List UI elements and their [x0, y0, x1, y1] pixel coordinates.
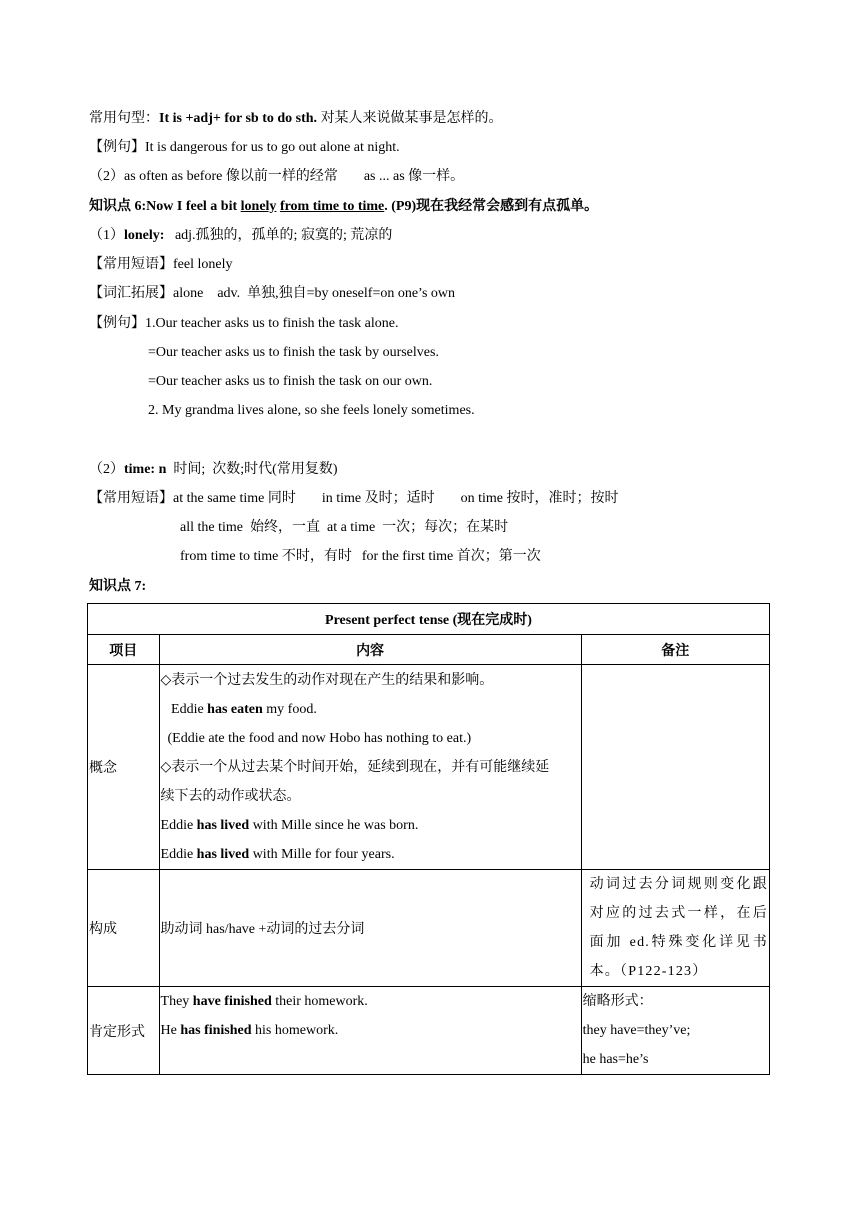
row-label: 概念	[88, 665, 160, 870]
concept-content: ◇表示一个过去发生的动作对现在产生的结果和影响。 Eddie has eaten my food. (Eddie ate the food and now Hobo has nothing to eat.) ◇表示一个从过去某个时间开始，延续到现在，并有可能继续延 续下去的动作或状态。 Eddie has lived with Mille since he was born. Eddie has lived with Mille for four years.	[159, 665, 581, 870]
present-perfect-table	[87, 603, 770, 1075]
phrase-line: （2）as often as before 像以前一样的经常 as ... as 像一样。	[89, 169, 465, 184]
table-header: 项目	[88, 635, 160, 665]
pattern-formula: It is +adj+ for sb to do sth.	[159, 111, 318, 126]
example-line: 【例句】1.Our teacher asks us to finish the task alone.	[89, 316, 399, 331]
example-line: 2. My grandma lives alone, so she feels lonely sometimes.	[148, 403, 475, 418]
table-row	[88, 870, 770, 987]
table-header: 内容	[159, 635, 581, 665]
lonely-definition: （1）lonely: adj.孤独的，孤单的; 寂寞的; 荒凉的	[89, 228, 393, 243]
phrase-line: from time to time 不时，有时 for the first time 首次；第一次	[180, 549, 541, 564]
vocab-extension-line: 【词汇拓展】alone adv. 单独,独自=by oneself=on one’s own	[89, 286, 456, 301]
positive-content: They have finished their homework. He has finished his homework.	[159, 987, 581, 1075]
row-label: 构成	[88, 870, 160, 987]
common-phrase-line: 【常用短语】at the same time 同时 in time 及时；适时 on time 按时，准时；按时	[89, 491, 619, 506]
table-row	[88, 665, 770, 870]
time-definition: （2）time: n 时间; 次数;时代(常用复数)	[89, 462, 338, 477]
form-note: 动词过去分词规则变化跟对应的过去式一样，在后面加 ed.特殊变化详见书本。（P122-123）	[581, 870, 769, 987]
form-content: 助动词 has/have +动词的过去分词	[159, 870, 581, 987]
row-label: 肯定形式	[88, 987, 160, 1075]
table-row	[88, 987, 770, 1075]
table-header: 备注	[581, 635, 769, 665]
positive-note: 缩略形式： they have=they’ve; he has=he’s	[581, 987, 769, 1075]
example-line: =Our teacher asks us to finish the task on our own.	[148, 374, 433, 389]
knowledge-point-6-heading: 知识点 6:Now I feel a bit lonely from time to time. (P9)现在我经常会感到有点孤单。	[89, 199, 599, 214]
example-line: =Our teacher asks us to finish the task by ourselves.	[148, 345, 439, 360]
phrase-line: all the time 始终，一直 at a time 一次；每次；在某时	[180, 520, 509, 535]
sentence-pattern-line: 常用句型：It is +adj+ for sb to do sth. 对某人来说做某事是怎样的。	[89, 111, 503, 126]
knowledge-point-7-heading: 知识点 7:	[89, 579, 147, 594]
table-title: Present perfect tense (现在完成时)	[88, 604, 770, 635]
example-line: 【例句】It is dangerous for us to go out alone at night.	[89, 140, 400, 155]
concept-note	[581, 665, 769, 870]
common-phrase-line: 【常用短语】feel lonely	[89, 257, 233, 272]
